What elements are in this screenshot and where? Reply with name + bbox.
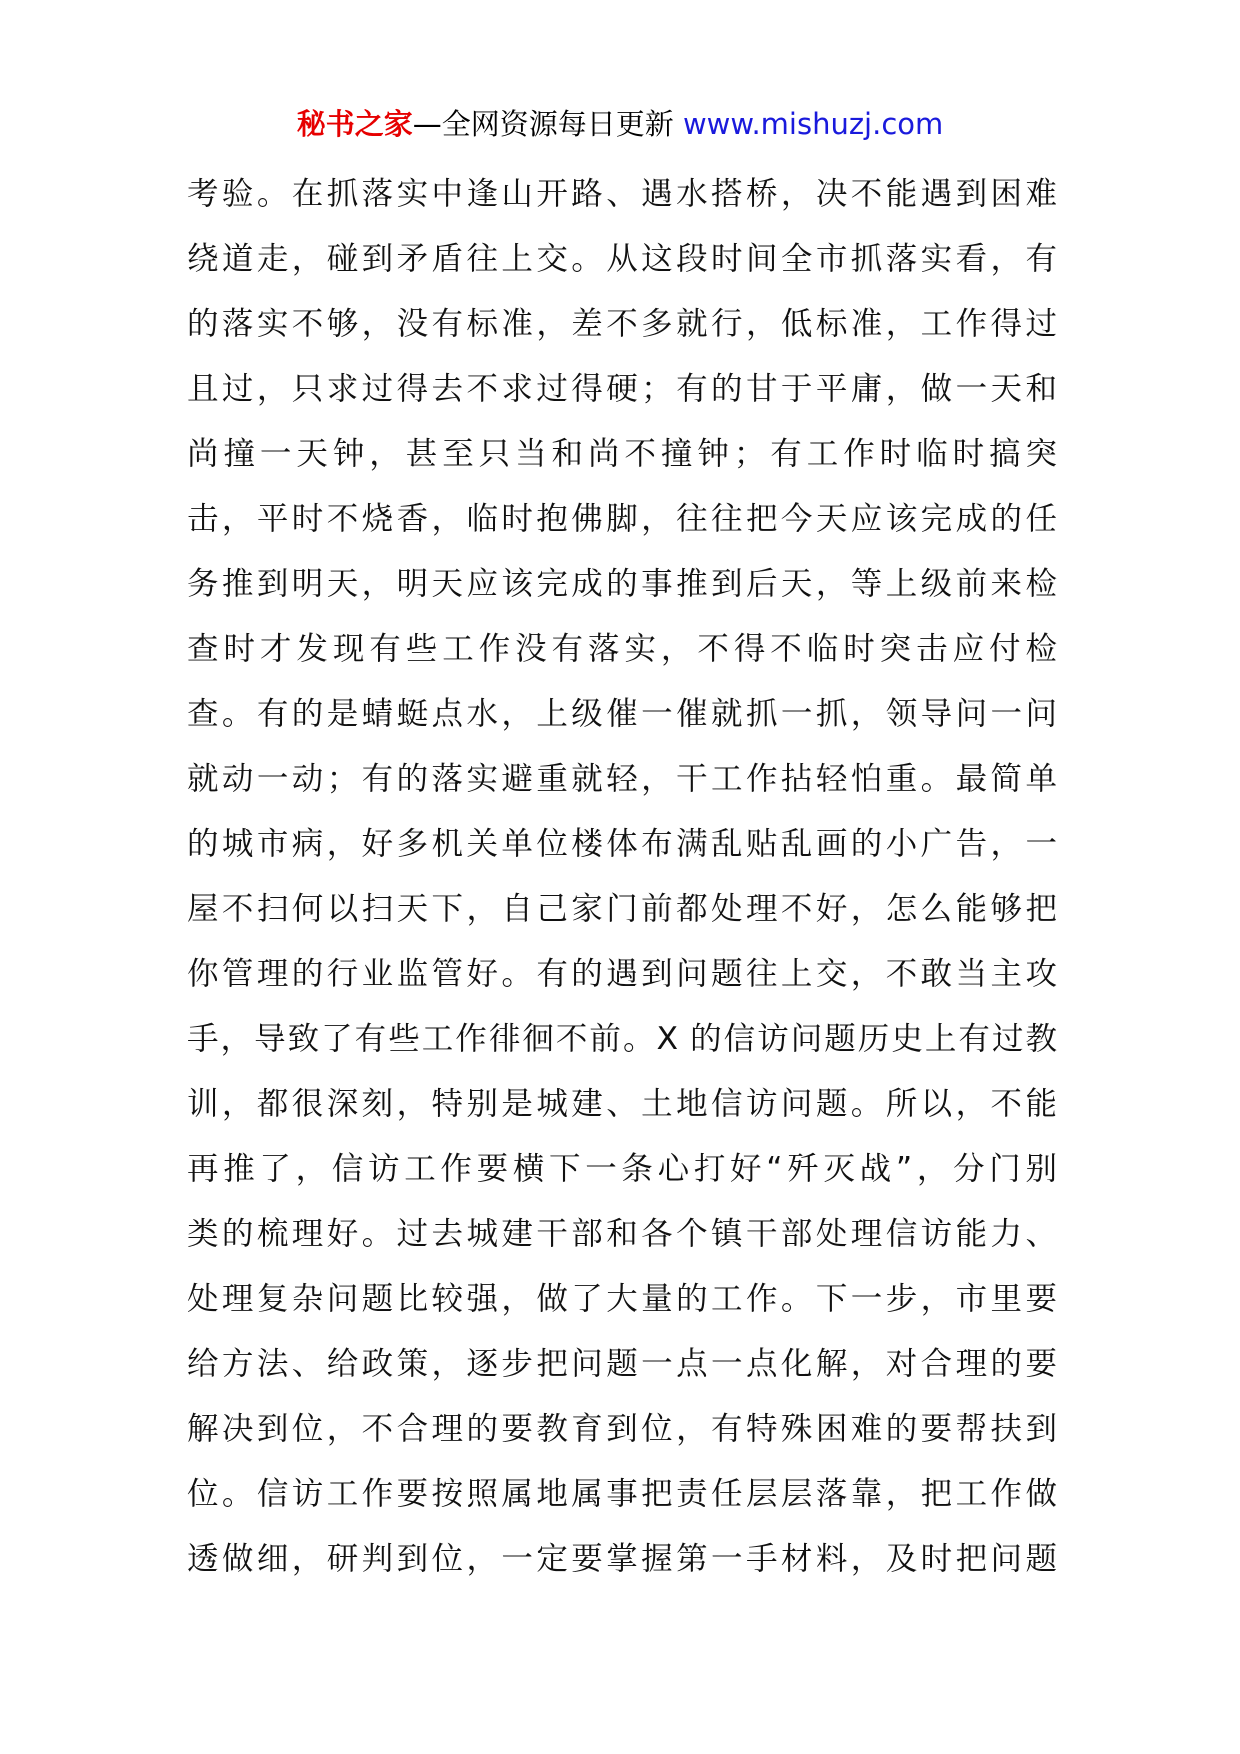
brand-name: 秘书之家	[296, 107, 413, 141]
text-line: 位。信访工作要按照属地属事把责任层层落靠，把工作做	[187, 1476, 1057, 1512]
text-line: 务推到明天，明天应该完成的事推到后天，等上级前来检	[187, 566, 1057, 602]
site-url-link[interactable]: www.mishuzj.com	[682, 107, 944, 141]
text-line: 给方法、给政策，逐步把问题一点一点化解，对合理的要	[187, 1346, 1057, 1382]
text-line: 查时才发现有些工作没有落实，不得不临时突击应付检	[187, 631, 1057, 667]
document-body	[187, 162, 1057, 1592]
text-line: 的城市病，好多机关单位楼体布满乱贴乱画的小广告，一	[187, 826, 1057, 862]
text-line: 你管理的行业监管好。有的遇到问题往上交，不敢当主攻	[187, 956, 1057, 992]
text-line: 尚撞一天钟，甚至只当和尚不撞钟；有工作时临时搞突	[187, 436, 1057, 472]
text-line: 就动一动；有的落实避重就轻，干工作拈轻怕重。最简单	[187, 761, 1057, 797]
text-line: 且过，只求过得去不求过得硬；有的甘于平庸，做一天和	[187, 371, 1057, 407]
text-line: 击，平时不烧香，临时抱佛脚，往往把今天应该完成的任	[187, 501, 1057, 537]
text-line: 绕道走，碰到矛盾往上交。从这段时间全市抓落实看，有	[187, 241, 1057, 277]
page-header	[0, 104, 1240, 144]
text-line: 屋不扫何以扫天下，自己家门前都处理不好，怎么能够把	[187, 891, 1057, 927]
text-line: 考验。在抓落实中逢山开路、遇水搭桥，决不能遇到困难	[187, 176, 1057, 212]
header-tagline: —全网资源每日更新	[412, 107, 683, 141]
text-line: 解决到位，不合理的要教育到位，有特殊困难的要帮扶到	[187, 1411, 1057, 1447]
text-line: 的落实不够，没有标准，差不多就行，低标准，工作得过	[187, 306, 1057, 342]
text-line: 透做细，研判到位，一定要掌握第一手材料，及时把问题	[187, 1541, 1057, 1577]
text-line: 手，导致了有些工作徘徊不前。X 的信访问题历史上有过教	[187, 1021, 1057, 1057]
text-line: 再推了，信访工作要横下一条心打好“歼灭战”，分门别	[187, 1151, 1057, 1187]
text-line: 处理复杂问题比较强，做了大量的工作。下一步，市里要	[187, 1281, 1057, 1317]
text-line: 类的梳理好。过去城建干部和各个镇干部处理信访能力、	[187, 1216, 1057, 1252]
text-line: 查。有的是蜻蜓点水，上级催一催就抓一抓，领导问一问	[187, 696, 1057, 732]
text-line: 训，都很深刻，特别是城建、土地信访问题。所以，不能	[187, 1086, 1057, 1122]
